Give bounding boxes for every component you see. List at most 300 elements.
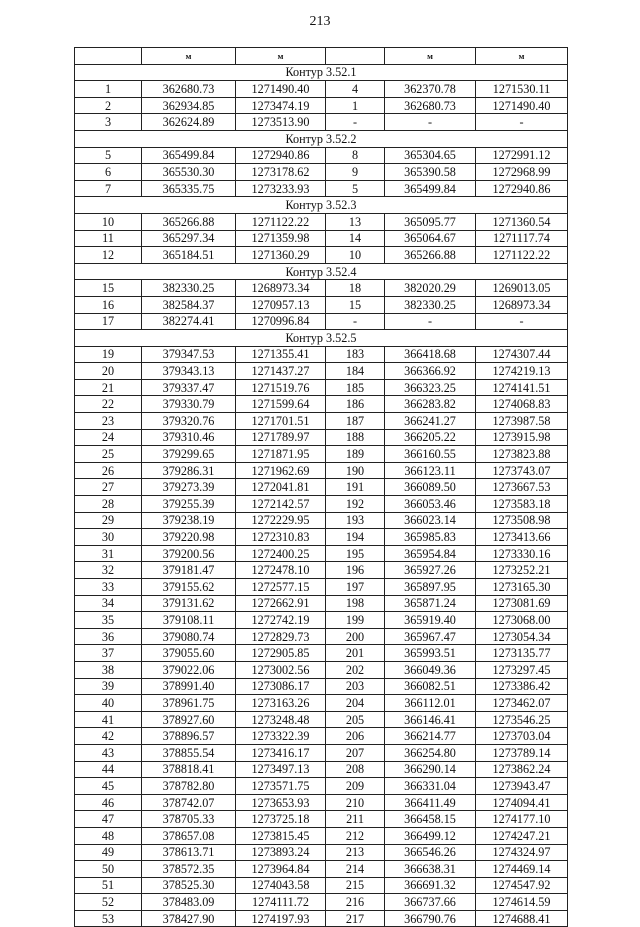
y-coordinate-2-cell: 1272991.12 [476, 147, 568, 164]
x-coordinate-cell: 379220.98 [142, 529, 236, 546]
x-coordinate-cell: 378657.08 [142, 827, 236, 844]
contour-heading-row [75, 64, 568, 81]
table-row [75, 363, 568, 380]
point-number-cell: 40 [75, 695, 142, 712]
x-coordinate-cell: 379200.56 [142, 545, 236, 562]
table-row [75, 479, 568, 496]
y-coordinate-2-cell: 1271530.11 [476, 81, 568, 98]
point-number-cell: 52 [75, 894, 142, 911]
point-number-cell: 30 [75, 529, 142, 546]
x-coordinate-2-cell: 366411.49 [385, 794, 476, 811]
point-number-cell: 21 [75, 379, 142, 396]
header-row [75, 48, 568, 65]
table-row [75, 379, 568, 396]
y-coordinate-cell: 1273322.39 [236, 728, 326, 745]
x-coordinate-2-cell: 366254.80 [385, 744, 476, 761]
y-coordinate-2-cell: 1273823.88 [476, 446, 568, 463]
y-coordinate-cell: 1271871.95 [236, 446, 326, 463]
contour-heading-row [75, 263, 568, 280]
x-coordinate-2-cell: 366089.50 [385, 479, 476, 496]
y-coordinate-2-cell: 1273135.77 [476, 645, 568, 662]
y-coordinate-cell: 1271359.98 [236, 230, 326, 247]
table-row [75, 794, 568, 811]
point-number-cell: 44 [75, 761, 142, 778]
point-number-cell: 1 [75, 81, 142, 98]
point-number-cell: 17 [75, 313, 142, 330]
y-coordinate-cell: 1273002.56 [236, 661, 326, 678]
table-row [75, 164, 568, 181]
y-coordinate-cell: 1273233.93 [236, 180, 326, 197]
x-coordinate-cell: 379238.19 [142, 512, 236, 529]
x-coordinate-2-cell: 366366.92 [385, 363, 476, 380]
y-coordinate-cell: 1274111.72 [236, 894, 326, 911]
point-number-cell: 39 [75, 678, 142, 695]
y-coordinate-2-cell: 1273462.07 [476, 695, 568, 712]
point-number-2-cell: 18 [326, 280, 385, 297]
point-number-2-cell: 15 [326, 296, 385, 313]
y-coordinate-cell: 1270957.13 [236, 296, 326, 313]
point-number-cell: 49 [75, 844, 142, 861]
x-coordinate-2-cell: 366323.25 [385, 379, 476, 396]
x-coordinate-cell: 379286.31 [142, 462, 236, 479]
point-number-2-cell: 203 [326, 678, 385, 695]
point-number-cell: 6 [75, 164, 142, 181]
point-number-2-cell: 210 [326, 794, 385, 811]
x-coordinate-cell: 378991.40 [142, 678, 236, 695]
x-coordinate-2-cell: 366638.31 [385, 861, 476, 878]
table-body [75, 48, 568, 927]
y-coordinate-2-cell: 1274094.41 [476, 794, 568, 811]
x-coordinate-2-cell: 365967.47 [385, 628, 476, 645]
table-row [75, 97, 568, 114]
table-row [75, 695, 568, 712]
point-number-2-cell: 215 [326, 877, 385, 894]
table-row [75, 628, 568, 645]
point-number-cell: 35 [75, 612, 142, 629]
contour-heading-row [75, 330, 568, 347]
y-coordinate-2-cell: 1272968.99 [476, 164, 568, 181]
point-number-cell: 19 [75, 346, 142, 363]
header-cell-point [75, 48, 142, 65]
x-coordinate-cell: 379181.47 [142, 562, 236, 579]
x-coordinate-cell: 379310.46 [142, 429, 236, 446]
x-coordinate-2-cell: 366458.15 [385, 811, 476, 828]
x-coordinate-2-cell: 366499.12 [385, 827, 476, 844]
point-number-2-cell: 209 [326, 778, 385, 795]
x-coordinate-2-cell: 365954.84 [385, 545, 476, 562]
x-coordinate-2-cell: 366160.55 [385, 446, 476, 463]
point-number-cell: 38 [75, 661, 142, 678]
table-row [75, 678, 568, 695]
table-row [75, 661, 568, 678]
y-coordinate-2-cell: 1273743.07 [476, 462, 568, 479]
y-coordinate-cell: 1272940.86 [236, 147, 326, 164]
point-number-cell: 23 [75, 413, 142, 430]
point-number-2-cell: 206 [326, 728, 385, 745]
x-coordinate-2-cell: 365919.40 [385, 612, 476, 629]
y-coordinate-cell: 1272310.83 [236, 529, 326, 546]
x-coordinate-cell: 379343.13 [142, 363, 236, 380]
y-coordinate-cell: 1272400.25 [236, 545, 326, 562]
x-coordinate-2-cell: 366023.14 [385, 512, 476, 529]
point-number-2-cell: 201 [326, 645, 385, 662]
point-number-2-cell: 211 [326, 811, 385, 828]
table-row [75, 346, 568, 363]
point-number-2-cell: 187 [326, 413, 385, 430]
x-coordinate-2-cell: 365304.65 [385, 147, 476, 164]
x-coordinate-cell: 378572.35 [142, 861, 236, 878]
point-number-cell: 31 [75, 545, 142, 562]
y-coordinate-cell: 1271789.97 [236, 429, 326, 446]
x-coordinate-cell: 378782.80 [142, 778, 236, 795]
y-coordinate-cell: 1271355.41 [236, 346, 326, 363]
y-coordinate-cell: 1270996.84 [236, 313, 326, 330]
y-coordinate-2-cell: 1274177.10 [476, 811, 568, 828]
x-coordinate-cell: 378896.57 [142, 728, 236, 745]
x-coordinate-2-cell: 382020.29 [385, 280, 476, 297]
point-number-2-cell: 214 [326, 861, 385, 878]
y-coordinate-cell: 1272142.57 [236, 496, 326, 513]
point-number-2-cell: 183 [326, 346, 385, 363]
x-coordinate-2-cell: 366691.32 [385, 877, 476, 894]
coordinates-table [74, 47, 568, 927]
y-coordinate-2-cell: 1273413.66 [476, 529, 568, 546]
y-coordinate-2-cell: 1273252.21 [476, 562, 568, 579]
point-number-cell: 33 [75, 579, 142, 596]
x-coordinate-cell: 378427.90 [142, 910, 236, 927]
x-coordinate-cell: 379131.62 [142, 595, 236, 612]
x-coordinate-2-cell: 366082.51 [385, 678, 476, 695]
point-number-2-cell: 195 [326, 545, 385, 562]
y-coordinate-cell: 1273964.84 [236, 861, 326, 878]
point-number-2-cell: 208 [326, 761, 385, 778]
point-number-cell: 5 [75, 147, 142, 164]
y-coordinate-2-cell: 1274324.97 [476, 844, 568, 861]
x-coordinate-2-cell: - [385, 114, 476, 131]
x-coordinate-cell: 379055.60 [142, 645, 236, 662]
x-coordinate-cell: 365297.34 [142, 230, 236, 247]
x-coordinate-2-cell: 366418.68 [385, 346, 476, 363]
table-row [75, 114, 568, 131]
y-coordinate-cell: 1271122.22 [236, 213, 326, 230]
point-number-2-cell: 213 [326, 844, 385, 861]
point-number-2-cell: 190 [326, 462, 385, 479]
x-coordinate-cell: 382584.37 [142, 296, 236, 313]
y-coordinate-cell: 1271962.69 [236, 462, 326, 479]
y-coordinate-2-cell: 1274469.14 [476, 861, 568, 878]
y-coordinate-2-cell: 1273386.42 [476, 678, 568, 695]
point-number-cell: 22 [75, 396, 142, 413]
point-number-2-cell: 8 [326, 147, 385, 164]
x-coordinate-cell: 362934.85 [142, 97, 236, 114]
point-number-cell: 28 [75, 496, 142, 513]
x-coordinate-2-cell: 362370.78 [385, 81, 476, 98]
x-coordinate-2-cell: 366290.14 [385, 761, 476, 778]
table-row [75, 562, 568, 579]
x-coordinate-cell: 382274.41 [142, 313, 236, 330]
x-coordinate-2-cell: 365095.77 [385, 213, 476, 230]
x-coordinate-cell: 379320.76 [142, 413, 236, 430]
x-coordinate-cell: 365266.88 [142, 213, 236, 230]
point-number-2-cell: 198 [326, 595, 385, 612]
point-number-2-cell: 193 [326, 512, 385, 529]
x-coordinate-2-cell: 365927.26 [385, 562, 476, 579]
x-coordinate-cell: 365335.75 [142, 180, 236, 197]
y-coordinate-cell: 1274043.58 [236, 877, 326, 894]
x-coordinate-cell: 362624.89 [142, 114, 236, 131]
x-coordinate-2-cell: 365499.84 [385, 180, 476, 197]
header-cell-y-2: м [476, 48, 568, 65]
table-row [75, 645, 568, 662]
table-row [75, 711, 568, 728]
contour-heading-row [75, 197, 568, 214]
table-row [75, 429, 568, 446]
point-number-cell: 36 [75, 628, 142, 645]
y-coordinate-2-cell: 1273987.58 [476, 413, 568, 430]
x-coordinate-2-cell: 366214.77 [385, 728, 476, 745]
y-coordinate-2-cell: 1274141.51 [476, 379, 568, 396]
point-number-cell: 2 [75, 97, 142, 114]
x-coordinate-cell: 378705.33 [142, 811, 236, 828]
x-coordinate-2-cell: 366546.26 [385, 844, 476, 861]
point-number-2-cell: 188 [326, 429, 385, 446]
point-number-2-cell: 9 [326, 164, 385, 181]
y-coordinate-cell: 1273474.19 [236, 97, 326, 114]
point-number-cell: 12 [75, 247, 142, 264]
table-row [75, 147, 568, 164]
x-coordinate-2-cell: 362680.73 [385, 97, 476, 114]
y-coordinate-cell: 1271490.40 [236, 81, 326, 98]
x-coordinate-cell: 379255.39 [142, 496, 236, 513]
table-row [75, 462, 568, 479]
table-row [75, 230, 568, 247]
contour-title: Контур 3.52.1 [75, 64, 568, 81]
table-row [75, 545, 568, 562]
y-coordinate-2-cell: 1274068.83 [476, 396, 568, 413]
y-coordinate-cell: 1272577.15 [236, 579, 326, 596]
point-number-2-cell: 196 [326, 562, 385, 579]
y-coordinate-cell: 1273248.48 [236, 711, 326, 728]
table-row [75, 313, 568, 330]
point-number-2-cell: 205 [326, 711, 385, 728]
point-number-2-cell: 186 [326, 396, 385, 413]
y-coordinate-2-cell: 1273081.69 [476, 595, 568, 612]
x-coordinate-cell: 362680.73 [142, 81, 236, 98]
header-cell-y: м [236, 48, 326, 65]
y-coordinate-2-cell: 1274307.44 [476, 346, 568, 363]
point-number-2-cell: 10 [326, 247, 385, 264]
header-cell-x: м [142, 48, 236, 65]
x-coordinate-cell: 379108.11 [142, 612, 236, 629]
x-coordinate-cell: 379022.06 [142, 661, 236, 678]
point-number-cell: 53 [75, 910, 142, 927]
y-coordinate-2-cell: 1273943.47 [476, 778, 568, 795]
contour-title: Контур 3.52.3 [75, 197, 568, 214]
x-coordinate-2-cell: 366053.46 [385, 496, 476, 513]
table-row [75, 861, 568, 878]
point-number-2-cell: 184 [326, 363, 385, 380]
x-coordinate-cell: 378927.60 [142, 711, 236, 728]
table-row [75, 296, 568, 313]
x-coordinate-cell: 378742.07 [142, 794, 236, 811]
table-row [75, 894, 568, 911]
y-coordinate-2-cell: 1273165.30 [476, 579, 568, 596]
y-coordinate-2-cell: 1273330.16 [476, 545, 568, 562]
point-number-2-cell: 5 [326, 180, 385, 197]
point-number-cell: 46 [75, 794, 142, 811]
y-coordinate-cell: 1273725.18 [236, 811, 326, 828]
point-number-2-cell: 204 [326, 695, 385, 712]
point-number-2-cell: 13 [326, 213, 385, 230]
y-coordinate-2-cell: 1271360.54 [476, 213, 568, 230]
point-number-2-cell: 207 [326, 744, 385, 761]
y-coordinate-cell: 1272905.85 [236, 645, 326, 662]
x-coordinate-2-cell: 366112.01 [385, 695, 476, 712]
y-coordinate-cell: 1273086.17 [236, 678, 326, 695]
x-coordinate-2-cell: 365993.51 [385, 645, 476, 662]
x-coordinate-2-cell: 365390.58 [385, 164, 476, 181]
table-row [75, 778, 568, 795]
y-coordinate-cell: 1273653.93 [236, 794, 326, 811]
table-row [75, 247, 568, 264]
point-number-cell: 10 [75, 213, 142, 230]
y-coordinate-2-cell: 1271490.40 [476, 97, 568, 114]
x-coordinate-2-cell: 366790.76 [385, 910, 476, 927]
point-number-2-cell: 200 [326, 628, 385, 645]
table-row [75, 579, 568, 596]
point-number-2-cell: - [326, 114, 385, 131]
point-number-cell: 15 [75, 280, 142, 297]
y-coordinate-2-cell: 1272940.86 [476, 180, 568, 197]
point-number-cell: 11 [75, 230, 142, 247]
table-row [75, 213, 568, 230]
point-number-cell: 7 [75, 180, 142, 197]
contour-title: Контур 3.52.5 [75, 330, 568, 347]
y-coordinate-2-cell: 1271117.74 [476, 230, 568, 247]
point-number-2-cell: 14 [326, 230, 385, 247]
table-row [75, 446, 568, 463]
y-coordinate-2-cell: 1273054.34 [476, 628, 568, 645]
point-number-cell: 20 [75, 363, 142, 380]
y-coordinate-2-cell: 1273667.53 [476, 479, 568, 496]
y-coordinate-2-cell: 1274219.13 [476, 363, 568, 380]
point-number-cell: 27 [75, 479, 142, 496]
table-row [75, 512, 568, 529]
table-row [75, 529, 568, 546]
x-coordinate-2-cell: 366331.04 [385, 778, 476, 795]
page-number: 213 [309, 14, 331, 29]
point-number-cell: 50 [75, 861, 142, 878]
point-number-2-cell: 192 [326, 496, 385, 513]
point-number-2-cell: 194 [326, 529, 385, 546]
y-coordinate-cell: 1273497.13 [236, 761, 326, 778]
y-coordinate-2-cell: 1273508.98 [476, 512, 568, 529]
point-number-cell: 16 [75, 296, 142, 313]
point-number-2-cell: 217 [326, 910, 385, 927]
y-coordinate-2-cell: 1274547.92 [476, 877, 568, 894]
table-row [75, 612, 568, 629]
x-coordinate-cell: 378525.30 [142, 877, 236, 894]
x-coordinate-cell: 379337.47 [142, 379, 236, 396]
y-coordinate-2-cell: 1273915.98 [476, 429, 568, 446]
x-coordinate-2-cell: 366049.36 [385, 661, 476, 678]
x-coordinate-2-cell: 365985.83 [385, 529, 476, 546]
point-number-cell: 47 [75, 811, 142, 828]
point-number-2-cell: - [326, 313, 385, 330]
x-coordinate-2-cell: 366737.66 [385, 894, 476, 911]
table-row [75, 180, 568, 197]
y-coordinate-cell: 1272229.95 [236, 512, 326, 529]
x-coordinate-2-cell: 366241.27 [385, 413, 476, 430]
y-coordinate-cell: 1271360.29 [236, 247, 326, 264]
y-coordinate-cell: 1272041.81 [236, 479, 326, 496]
contour-heading-row [75, 130, 568, 147]
table-row [75, 81, 568, 98]
y-coordinate-2-cell: 1273297.45 [476, 661, 568, 678]
y-coordinate-2-cell: 1273068.00 [476, 612, 568, 629]
point-number-2-cell: 199 [326, 612, 385, 629]
x-coordinate-cell: 378961.75 [142, 695, 236, 712]
x-coordinate-2-cell: 365897.95 [385, 579, 476, 596]
y-coordinate-cell: 1271701.51 [236, 413, 326, 430]
x-coordinate-cell: 379080.74 [142, 628, 236, 645]
point-number-2-cell: 191 [326, 479, 385, 496]
header-cell-point-2 [326, 48, 385, 65]
point-number-cell: 3 [75, 114, 142, 131]
x-coordinate-cell: 379155.62 [142, 579, 236, 596]
y-coordinate-2-cell: 1274688.41 [476, 910, 568, 927]
y-coordinate-2-cell: 1269013.05 [476, 280, 568, 297]
x-coordinate-cell: 379299.65 [142, 446, 236, 463]
y-coordinate-cell: 1273815.45 [236, 827, 326, 844]
point-number-cell: 51 [75, 877, 142, 894]
x-coordinate-2-cell: 382330.25 [385, 296, 476, 313]
table-row [75, 744, 568, 761]
point-number-cell: 26 [75, 462, 142, 479]
x-coordinate-cell: 365499.84 [142, 147, 236, 164]
point-number-cell: 24 [75, 429, 142, 446]
y-coordinate-cell: 1271519.76 [236, 379, 326, 396]
point-number-cell: 48 [75, 827, 142, 844]
x-coordinate-cell: 378613.71 [142, 844, 236, 861]
y-coordinate-cell: 1273513.90 [236, 114, 326, 131]
y-coordinate-cell: 1273178.62 [236, 164, 326, 181]
x-coordinate-cell: 378855.54 [142, 744, 236, 761]
table-row [75, 413, 568, 430]
y-coordinate-cell: 1273163.26 [236, 695, 326, 712]
table-row [75, 396, 568, 413]
point-number-cell: 25 [75, 446, 142, 463]
y-coordinate-cell: 1271599.64 [236, 396, 326, 413]
y-coordinate-cell: 1272662.91 [236, 595, 326, 612]
point-number-2-cell: 216 [326, 894, 385, 911]
point-number-2-cell: 185 [326, 379, 385, 396]
x-coordinate-cell: 379330.79 [142, 396, 236, 413]
table-row [75, 811, 568, 828]
x-coordinate-2-cell: 366123.11 [385, 462, 476, 479]
y-coordinate-2-cell: 1273583.18 [476, 496, 568, 513]
y-coordinate-2-cell: 1273546.25 [476, 711, 568, 728]
y-coordinate-2-cell: - [476, 114, 568, 131]
point-number-2-cell: 197 [326, 579, 385, 596]
x-coordinate-cell: 378483.09 [142, 894, 236, 911]
y-coordinate-cell: 1274197.93 [236, 910, 326, 927]
y-coordinate-2-cell: 1271122.22 [476, 247, 568, 264]
contour-title: Контур 3.52.4 [75, 263, 568, 280]
y-coordinate-cell: 1273571.75 [236, 778, 326, 795]
table-row [75, 844, 568, 861]
point-number-cell: 29 [75, 512, 142, 529]
